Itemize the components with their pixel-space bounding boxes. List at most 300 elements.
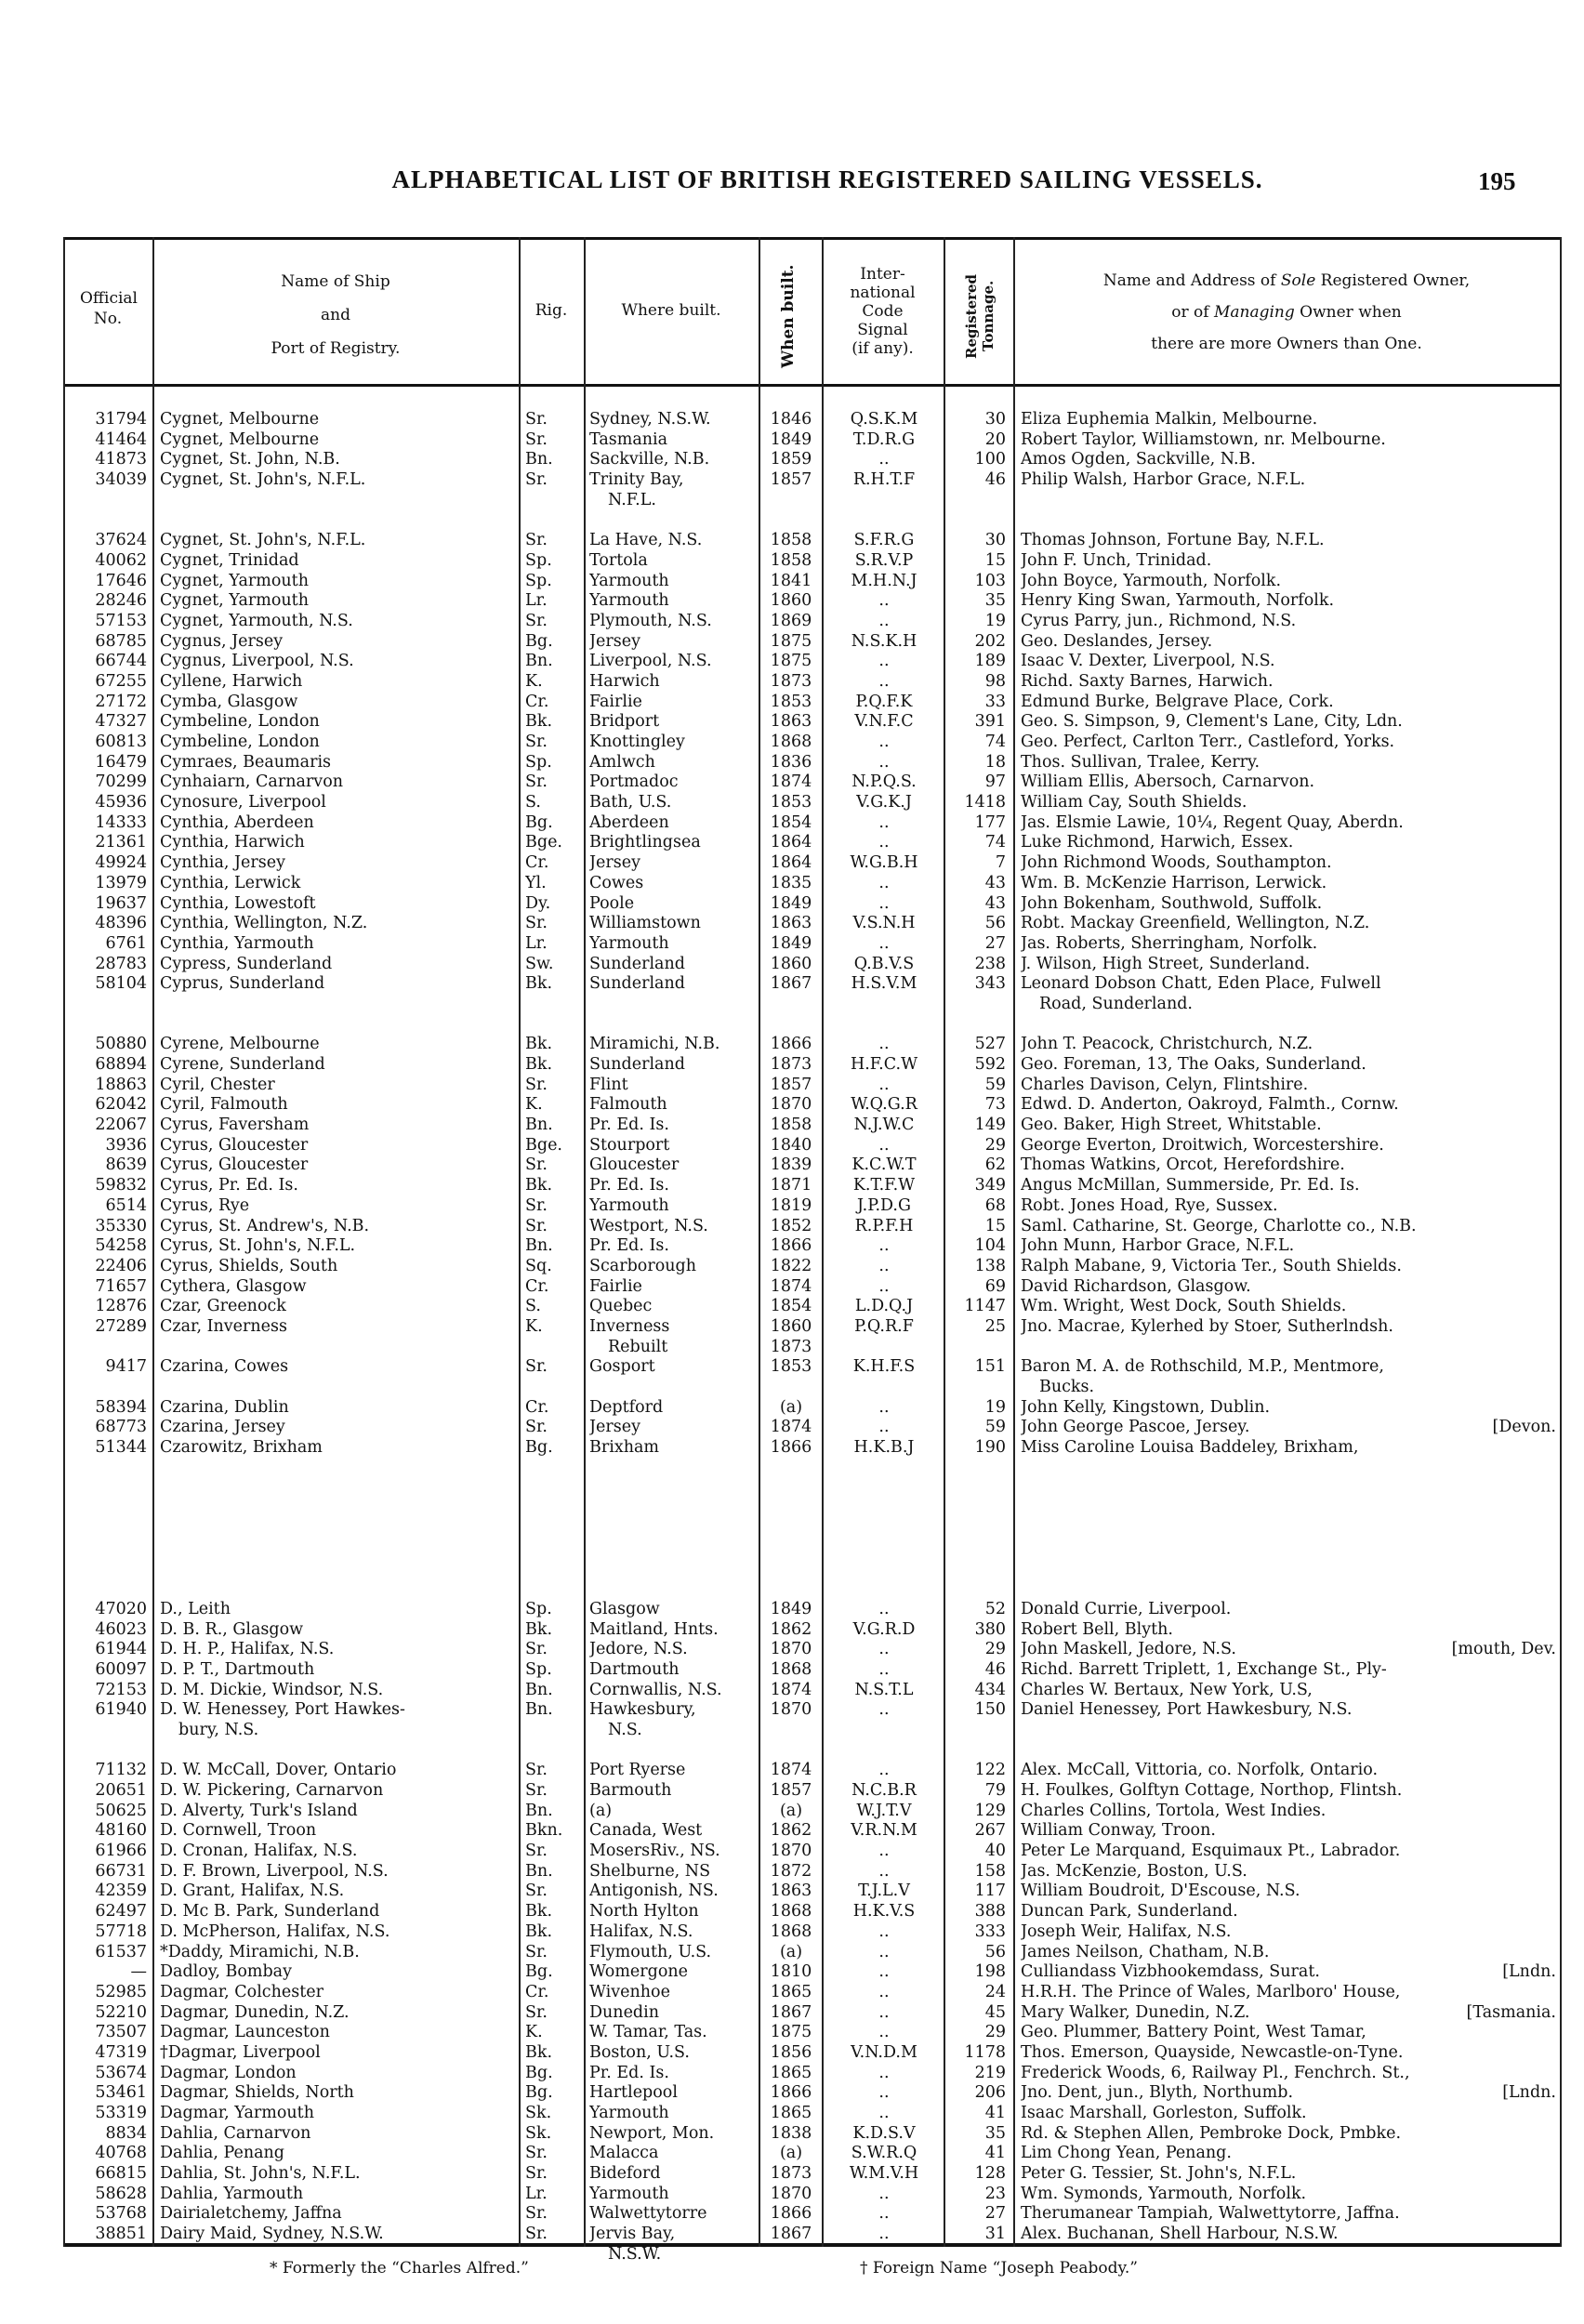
cell-code — [825, 1236, 943, 1257]
cell-ton-text: 30 — [984, 410, 1006, 429]
cell-name-text: Cygnet, St. John, N.B. — [160, 450, 340, 469]
cell-ton-text: 391 — [974, 712, 1006, 732]
cell-code — [825, 1196, 943, 1217]
row-spacer — [63, 510, 1562, 531]
cell-owner-text: Duncan Park, Sunderland. — [1021, 1902, 1238, 1921]
cell-rig-text: Sr. — [525, 772, 548, 792]
cell-ton — [946, 1418, 1006, 1438]
cell-name — [160, 1398, 518, 1419]
cell-ton — [946, 1357, 1006, 1378]
cell-off-text: 9417 — [105, 1357, 147, 1377]
cell-code — [825, 1217, 943, 1237]
cell-ton-text: 29 — [984, 1135, 1006, 1155]
cell-code — [825, 2225, 943, 2245]
cell-owner-text: Robt. Jones Hoad, Rye, Sussex. — [1021, 1195, 1278, 1215]
cell-where-text: Yarmouth — [589, 2104, 669, 2123]
cell-ton — [946, 531, 1006, 551]
cell-where-text: Pr. Ed. Is. — [589, 1176, 669, 1195]
cell-where — [589, 2023, 757, 2043]
cell-code — [825, 1620, 943, 1641]
cell-owner — [1021, 1600, 1560, 1620]
cell-name — [160, 1600, 518, 1620]
table-row — [63, 1681, 1562, 1701]
cell-ton-text: 97 — [984, 772, 1006, 792]
cell-owner — [1021, 632, 1560, 653]
cell-off-text: 54258 — [95, 1236, 147, 1256]
header-code-line-1: Inter- — [860, 265, 905, 284]
cell-off — [63, 1357, 147, 1378]
cell-ton-text: 56 — [984, 1942, 1006, 1961]
cell-rig-text: Cr. — [525, 1397, 549, 1417]
cell-rig-text: Sr. — [525, 1942, 548, 1961]
cell-name — [160, 2124, 518, 2145]
cell-where — [589, 2043, 757, 2064]
cell-off-text: 62497 — [95, 1902, 147, 1921]
cell-owner-text: John F. Unch, Trinidad. — [1021, 550, 1212, 570]
cell-rig — [525, 2023, 581, 2043]
cell-ton-text: 15 — [984, 550, 1006, 570]
cell-name — [160, 1196, 518, 1217]
cell-off — [63, 2204, 147, 2225]
cell-when — [762, 1297, 820, 1317]
cell-owner — [1021, 450, 1560, 470]
cell-owner — [1021, 1196, 1560, 1217]
cell-when-text: 1853 — [770, 1357, 812, 1377]
cell-owner — [1021, 1297, 1560, 1317]
cell-code — [825, 1155, 943, 1176]
cell-code — [825, 2204, 943, 2225]
cell-ton-text: 79 — [984, 1781, 1006, 1801]
cell-code-text: .. — [878, 1397, 890, 1417]
footnote-foreign-name: † Foreign Name “Joseph Peabody.” — [860, 2259, 1138, 2278]
cell-name-text: Dagmar, Dunedin, N.Z. — [160, 2002, 350, 2022]
cell-off — [63, 2083, 147, 2104]
cell-code — [825, 1842, 943, 1862]
cell-owner-text: Lim Chong Yean, Penang. — [1021, 2144, 1232, 2163]
cell-off — [63, 1600, 147, 1620]
footnote-formerly: * Formerly the “Charles Alfred.” — [270, 2259, 529, 2278]
cell-off — [63, 1136, 147, 1156]
cell-owner-text: Alex. McCall, Vittoria, co. Norfolk, Ontario. — [1021, 1761, 1379, 1780]
cell-owner-text: Cyrus Parry, jun., Richmond, N.S. — [1021, 611, 1297, 630]
cell-code — [825, 1640, 943, 1660]
cell-when-text: 1860 — [770, 591, 812, 611]
cell-rig — [525, 894, 581, 915]
cell-rig-text: Sr. — [525, 2225, 548, 2244]
cell-owner — [1021, 470, 1560, 491]
cell-name — [160, 934, 518, 955]
cell-name — [160, 1297, 518, 1317]
cell-owner-text: Luke Richmond, Harwich, Essex. — [1021, 833, 1294, 852]
cell-code-text: K.D.S.V — [852, 2123, 916, 2143]
cell-ton-text: 333 — [974, 1921, 1006, 1941]
cell-where — [589, 833, 757, 853]
cell-rig — [525, 470, 581, 491]
cell-off-text: 57153 — [95, 611, 147, 630]
cell-code-text: R.P.F.H — [854, 1216, 914, 1235]
cell-where — [589, 2124, 757, 2145]
table-row — [63, 2185, 1562, 2205]
cell-ton-text: 1178 — [964, 2042, 1006, 2062]
header-where-built: Where built. — [621, 301, 721, 320]
cell-where — [589, 1055, 757, 1076]
cell-where-text: Dartmouth — [589, 1659, 680, 1679]
cell-off — [63, 410, 147, 430]
cell-when-text: 1858 — [770, 531, 812, 550]
cell-off-text: 45936 — [95, 793, 147, 812]
cell-off-text: 66731 — [95, 1861, 147, 1881]
cell-where-text: Sackville, N.B. — [589, 450, 710, 469]
cell-name-text: Cygnet, Trinidad — [160, 550, 299, 570]
table-row — [63, 2104, 1562, 2124]
header-owner-text: Name and Address of — [1102, 271, 1281, 290]
cell-owner — [1021, 974, 1560, 1014]
header-tonnage-label: Registered Tonnage. — [963, 273, 997, 359]
table-row — [63, 1620, 1562, 1641]
cell-name — [160, 1882, 518, 1902]
cell-where — [589, 1317, 757, 1357]
cell-when-text: 1870 — [770, 1700, 812, 1720]
cell-ton-text: 129 — [974, 1801, 1006, 1820]
cell-name-text: Cymbeline, London — [160, 733, 320, 752]
cell-ton-text: 202 — [974, 631, 1006, 651]
cell-ton-text: 56 — [984, 914, 1006, 933]
cell-ton — [946, 1681, 1006, 1701]
cell-code — [825, 632, 943, 653]
cell-where-text: Inverness — [589, 1316, 670, 1336]
cell-code — [825, 652, 943, 672]
cell-where — [589, 2144, 757, 2164]
cell-name — [160, 1116, 518, 1136]
cell-name — [160, 2003, 518, 2024]
cell-code — [825, 591, 943, 612]
cell-off — [63, 2003, 147, 2024]
table-row — [63, 753, 1562, 773]
cell-ton — [946, 1781, 1006, 1802]
cell-rig — [525, 591, 581, 612]
cell-rig-text: Sr. — [525, 531, 548, 550]
cell-ton-text: 380 — [974, 1619, 1006, 1639]
cell-off-text: 46023 — [95, 1619, 147, 1639]
cell-when-text: (a) — [779, 2144, 803, 2163]
cell-when — [762, 1761, 820, 1781]
cell-rig-text: Lr. — [525, 933, 548, 953]
cell-ton — [946, 914, 1006, 934]
cell-off — [63, 1781, 147, 1802]
cell-owner-text: Thos. Emerson, Quayside, Newcastle-on-Tyne. — [1021, 2042, 1404, 2062]
cell-where — [589, 1398, 757, 1419]
header-tonnage — [963, 257, 1000, 375]
cell-ton-text: 18 — [984, 752, 1006, 772]
header-owner-text: Sole — [1280, 271, 1316, 290]
cell-rig-text: Lr. — [525, 591, 548, 611]
cell-rig — [525, 2204, 581, 2225]
cell-rig — [525, 1217, 581, 1237]
cell-owner — [1021, 1116, 1560, 1136]
cell-off — [63, 712, 147, 733]
cell-name-text: Cygnet, St. John's, N.F.L. — [160, 470, 366, 490]
cell-where-text: North Hylton — [589, 1902, 699, 1921]
cell-ton-text: 33 — [984, 692, 1006, 711]
table-row — [63, 934, 1562, 955]
cell-name — [160, 612, 518, 632]
cell-off — [63, 572, 147, 592]
cell-where — [589, 1922, 757, 1943]
table-row — [63, 410, 1562, 430]
cell-when-text: 1867 — [770, 2002, 812, 2022]
cell-owner-text: Richd. Saxty Barnes, Harwich. — [1021, 671, 1274, 691]
cell-ton — [946, 1600, 1006, 1620]
cell-off — [63, 2185, 147, 2205]
cell-owner-text: Thos. Sullivan, Tralee, Kerry. — [1021, 752, 1261, 772]
cell-where — [589, 470, 757, 510]
cell-off-text: 57718 — [95, 1921, 147, 1941]
cell-ton-text: 27 — [984, 2204, 1006, 2224]
cell-rig — [525, 813, 581, 834]
cell-owner-text: William Cay, South Shields. — [1021, 793, 1247, 812]
cell-name — [160, 1802, 518, 1822]
cell-when — [762, 2225, 820, 2245]
cell-owner-text: David Richardson, Glasgow. — [1021, 1276, 1251, 1296]
cell-name-text: Cymba, Glasgow — [160, 692, 298, 711]
cell-off-text: 58104 — [95, 974, 147, 994]
table-row — [63, 974, 1562, 1014]
cell-when-text: 1874 — [770, 772, 812, 792]
cell-owner-carryover: [Lndn. — [1502, 2083, 1556, 2103]
cell-owner-text: Geo. Plummer, Battery Point, West Tamar, — [1021, 2023, 1366, 2042]
cell-owner — [1021, 1257, 1560, 1277]
cell-ton — [946, 793, 1006, 813]
cell-name-text: D. Alverty, Turk's Island — [160, 1801, 358, 1820]
cell-off — [63, 2023, 147, 2043]
cell-name-text: Cyrus, Pr. Ed. Is. — [160, 1176, 298, 1195]
cell-ton — [946, 733, 1006, 753]
cell-rig-text: Yl. — [525, 873, 547, 892]
cell-ton — [946, 1438, 1006, 1459]
cell-where-text: Womergone — [589, 1962, 689, 1982]
cell-off-text: 66744 — [95, 652, 147, 671]
cell-when-text: 1868 — [770, 1659, 812, 1679]
cell-owner — [1021, 1055, 1560, 1076]
cell-off — [63, 955, 147, 975]
cell-name — [160, 914, 518, 934]
cell-where-text: Falmouth — [589, 1095, 667, 1115]
cell-where — [589, 450, 757, 470]
cell-where-text: Wivenhoe — [589, 1982, 670, 2001]
cell-code-text: .. — [878, 1418, 890, 1437]
cell-where-text: Antigonish, NS. — [589, 1882, 719, 1901]
cell-rig-text: Bge. — [525, 1135, 562, 1155]
cell-where-text: Flint — [589, 1075, 628, 1094]
table-row — [63, 793, 1562, 813]
cell-name-text: Cynthia, Lerwick — [160, 873, 301, 892]
cell-ton-text: 68 — [984, 1195, 1006, 1215]
cell-name — [160, 2144, 518, 2164]
cell-rig — [525, 853, 581, 874]
cell-off-text: 27172 — [95, 692, 147, 711]
cell-ton — [946, 2204, 1006, 2225]
cell-name-text: Cyrus, Faversham — [160, 1116, 310, 1135]
cell-ton — [946, 1217, 1006, 1237]
cell-rig-text: Bn. — [525, 1116, 553, 1135]
cell-when — [762, 2144, 820, 2164]
cell-name — [160, 410, 518, 430]
header-code-line-4: Signal — [857, 321, 908, 339]
cell-where — [589, 874, 757, 894]
cell-owner-text: Baron M. A. de Rothschild, M.P., Mentmore, — [1021, 1357, 1384, 1377]
cell-rig-text: Sq. — [525, 1256, 552, 1275]
cell-where-text: Stourport — [589, 1135, 670, 1155]
table-row — [63, 1983, 1562, 2003]
cell-ton — [946, 2043, 1006, 2064]
cell-when-text: 1841 — [770, 571, 812, 590]
cell-rig — [525, 1902, 581, 1922]
cell-owner-text: Jas. McKenzie, Boston, U.S. — [1021, 1861, 1247, 1881]
cell-when-text: 1846 — [770, 410, 812, 429]
cell-rig-text: Sw. — [525, 954, 554, 973]
cell-name-text: D. Cronan, Halifax, N.S. — [160, 1842, 358, 1861]
cell-when-text: 1849 — [770, 1599, 812, 1618]
cell-name-text: Cyrene, Sunderland — [160, 1055, 325, 1075]
cell-rig-text: Sr. — [525, 2204, 548, 2224]
cell-owner — [1021, 1882, 1560, 1902]
cell-code-text: Q.B.V.S — [853, 954, 915, 973]
cell-code — [825, 894, 943, 915]
cell-rig-text: Sr. — [525, 611, 548, 630]
cell-when-text: 1869 — [770, 611, 812, 630]
cell-rig-text: Lr. — [525, 2184, 548, 2203]
cell-when-text: 1854 — [770, 1297, 812, 1316]
cell-off-text: 34039 — [95, 470, 147, 490]
cell-where — [589, 1821, 757, 1842]
cell-name — [160, 2204, 518, 2225]
cell-name-text: Cypress, Sunderland — [160, 954, 333, 973]
cell-off-text: 61940 — [95, 1700, 147, 1720]
cell-code — [825, 1681, 943, 1701]
cell-name — [160, 753, 518, 773]
cell-code — [825, 833, 943, 853]
cell-name — [160, 1902, 518, 1922]
cell-where-text: Brightlingsea — [589, 833, 701, 852]
header-rig: Rig. — [535, 301, 568, 320]
cell-when — [762, 1035, 820, 1055]
cell-when-text: 1870 — [770, 1095, 812, 1115]
cell-off-text: 35330 — [95, 1216, 147, 1235]
header-name-of-ship — [152, 265, 519, 365]
cell-ton-text: 35 — [984, 591, 1006, 611]
cell-owner-text: George Everton, Droitwich, Worcestershire. — [1021, 1135, 1384, 1155]
cell-when-text: 1875 — [770, 631, 812, 651]
cell-where-text: Boston, U.S. — [589, 2042, 690, 2062]
cell-when — [762, 430, 820, 451]
cell-name-text: Cygnet, Melbourne — [160, 429, 320, 449]
cell-rig-text: Bk. — [525, 1176, 553, 1195]
cell-when — [762, 672, 820, 693]
cell-ton — [946, 874, 1006, 894]
cell-when — [762, 874, 820, 894]
cell-rig-text: Sr. — [525, 1216, 548, 1235]
cell-off-text: 8639 — [105, 1155, 147, 1175]
cell-off-text: 59832 — [95, 1176, 147, 1195]
cell-owner-text: John George Pascoe, Jersey. — [1021, 1418, 1250, 1437]
cell-when — [762, 612, 820, 632]
cell-owner-carryover: [Lndn. — [1502, 1962, 1556, 1982]
cell-where-text: Pr. Ed. Is. — [589, 1236, 669, 1256]
cell-where — [589, 813, 757, 834]
table-top-rule — [63, 237, 1562, 240]
cell-when-text: 1835 — [770, 873, 812, 892]
cell-where — [589, 2064, 757, 2084]
cell-when — [762, 591, 820, 612]
cell-where-text: Jedore, N.S. — [589, 1640, 688, 1659]
cell-name-text: Cynthia, Yarmouth — [160, 933, 314, 953]
cell-code-text: .. — [878, 1599, 890, 1618]
cell-rig — [525, 652, 581, 672]
cell-off-text: 47319 — [95, 2042, 147, 2062]
cell-name — [160, 793, 518, 813]
cell-off — [63, 470, 147, 491]
cell-owner — [1021, 1660, 1560, 1681]
table-row — [63, 693, 1562, 713]
cell-rig-text: Sr. — [525, 1781, 548, 1801]
cell-off — [63, 1902, 147, 1922]
cell-where-text: Williamstown — [589, 914, 701, 933]
table-row — [63, 1842, 1562, 1862]
cell-name-text: Dagmar, Shields, North — [160, 2083, 354, 2103]
cell-owner-text: Eliza Euphemia Malkin, Melbourne. — [1021, 410, 1318, 429]
header-official-no-label: Official No. — [80, 289, 138, 328]
cell-name-text: Czarina, Jersey — [160, 1418, 285, 1437]
cell-code-text: S.R.V.P — [854, 550, 914, 570]
table-row — [63, 2043, 1562, 2064]
cell-when-text: 1857 — [770, 470, 812, 490]
cell-name-text: Cyrus, Rye — [160, 1195, 250, 1215]
cell-when — [762, 1236, 820, 1257]
cell-when-text: 1822 — [770, 1256, 812, 1275]
cell-code-text: .. — [878, 1236, 890, 1256]
cell-off — [63, 813, 147, 834]
cell-rig — [525, 974, 581, 995]
cell-off-text: 16479 — [95, 752, 147, 772]
cell-rig — [525, 833, 581, 853]
cell-ton — [946, 753, 1006, 773]
cell-when — [762, 712, 820, 733]
cell-code-text: .. — [878, 1861, 890, 1881]
cell-owner-text: Peter G. Tessier, St. John's, N.F.L. — [1021, 2164, 1297, 2184]
cell-where — [589, 974, 757, 995]
cell-ton-text: 527 — [974, 1035, 1006, 1054]
cell-off — [63, 1236, 147, 1257]
cell-off — [63, 430, 147, 451]
cell-owner-text: Thomas Watkins, Orcot, Herefordshire. — [1021, 1155, 1345, 1175]
table-row — [63, 1076, 1562, 1096]
cell-ton-text: 59 — [984, 1075, 1006, 1094]
cell-name-text: Cygnus, Jersey — [160, 631, 284, 651]
table-row — [63, 672, 1562, 693]
cell-rig — [525, 450, 581, 470]
cell-where-continuation: N.S.W. — [608, 2244, 662, 2264]
cell-code — [825, 450, 943, 470]
table-row — [63, 591, 1562, 612]
cell-code — [825, 2023, 943, 2043]
cell-where-text: Yarmouth — [589, 933, 669, 953]
cell-ton — [946, 712, 1006, 733]
cell-where — [589, 1176, 757, 1196]
cell-rig — [525, 551, 581, 572]
cell-rig-text: Cr. — [525, 1982, 549, 2001]
cell-ton — [946, 772, 1006, 793]
cell-ton-text: 219 — [974, 2063, 1006, 2082]
